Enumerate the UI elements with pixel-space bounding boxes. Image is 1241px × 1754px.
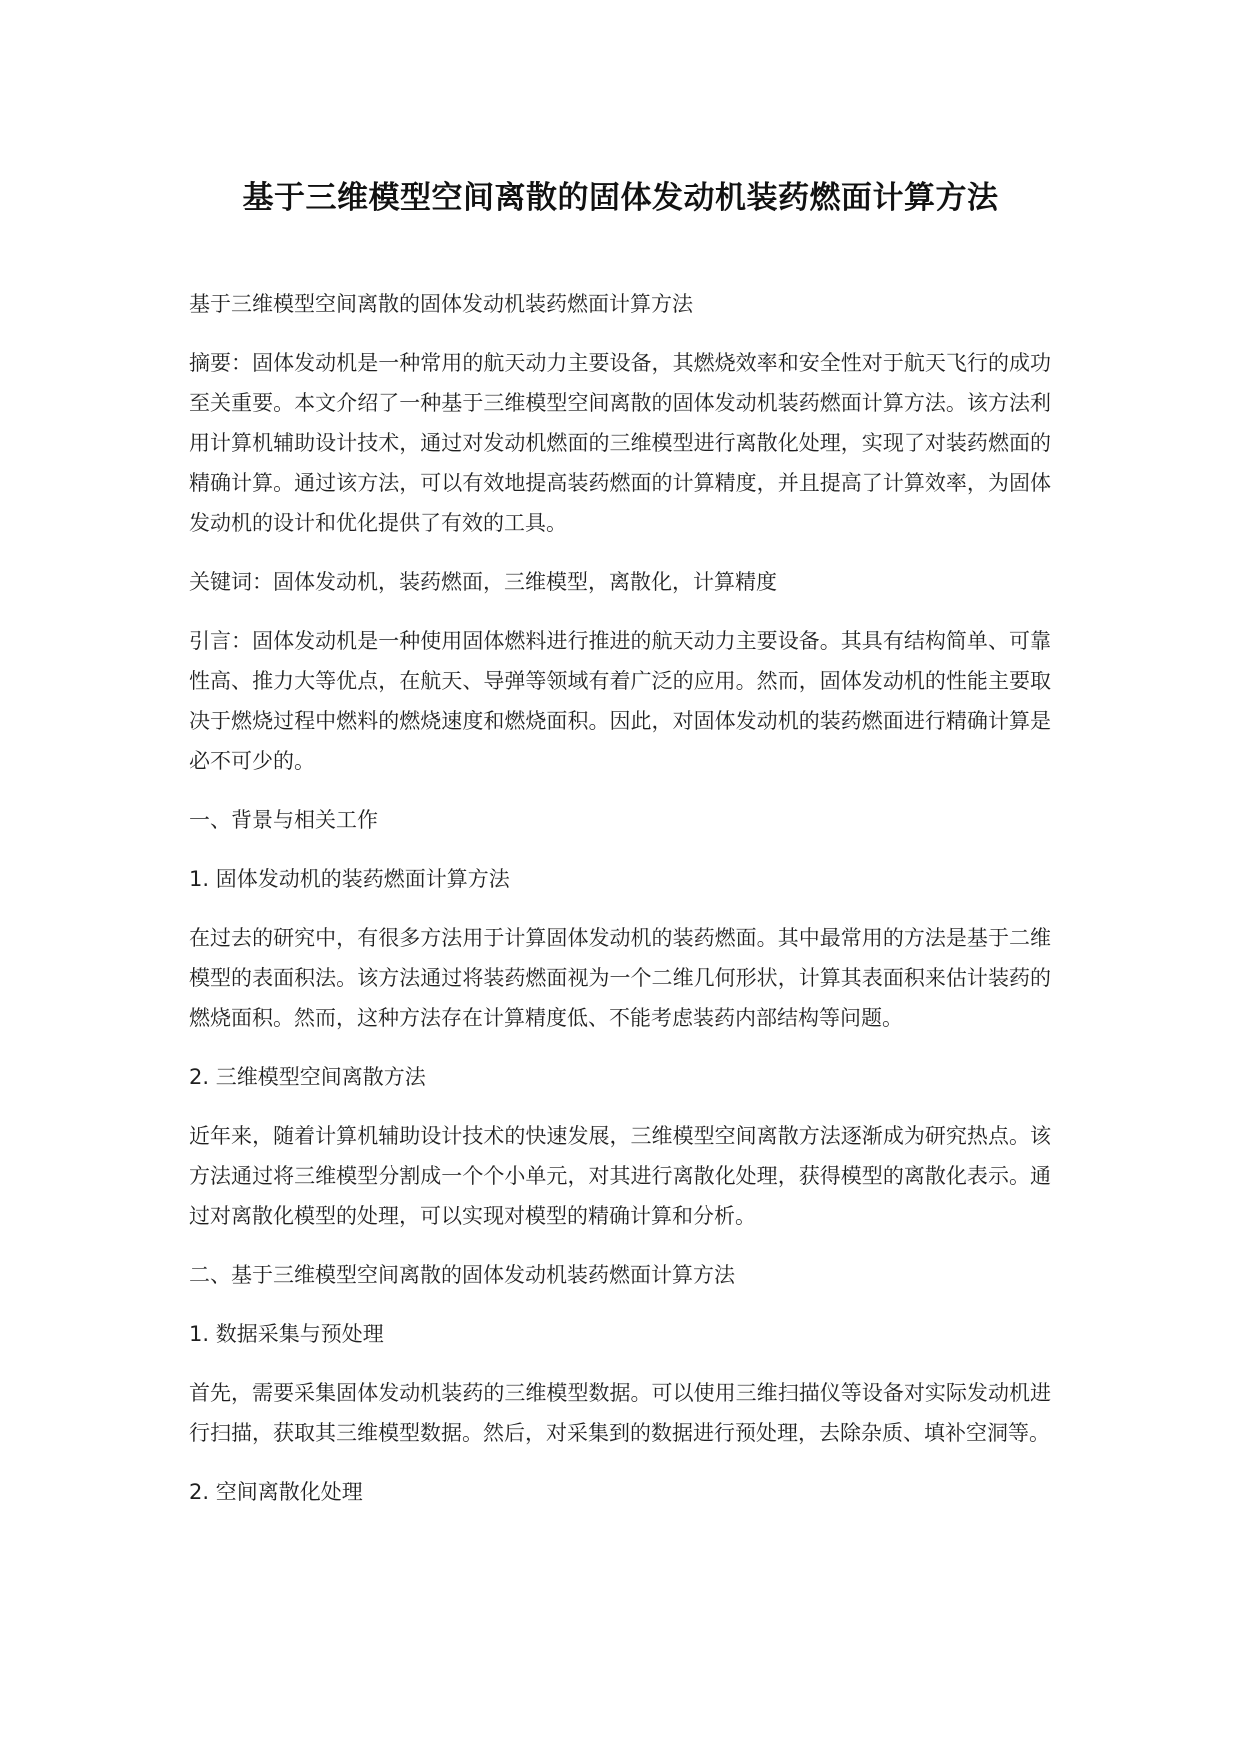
subtitle-paragraph: 基于三维模型空间离散的固体发动机装药燃面计算方法 — [189, 292, 693, 316]
section-heading-2: 二、基于三维模型空间离散的固体发动机装药燃面计算方法 — [189, 1263, 735, 1287]
abstract-paragraph: 摘要：固体发动机是一种常用的航天动力主要设备，其燃烧效率和安全性对于航天飞行的成功至关重要。本文介绍了一种基于三维模型空间离散的固体发动机装药燃面计算方法。该方法利用计算机辅助设计技术，通过对发动机燃面的三维模型进行离散化处理，实现了对装药燃面的精确计算。通过该方法，可以有效地提高装药燃面的计算精度，并且提高了计算效率，为固体发动机的设计和优化提供了有效的工具。 — [189, 351, 1051, 535]
keywords-paragraph: 关键词：固体发动机，装药燃面，三维模型，离散化，计算精度 — [189, 570, 777, 594]
subsection-heading-1-2: 2. 三维模型空间离散方法 — [189, 1065, 426, 1089]
section-heading-1: 一、背景与相关工作 — [189, 808, 378, 832]
introduction-paragraph: 引言：固体发动机是一种使用固体燃料进行推进的航天动力主要设备。其具有结构简单、可靠性高、推力大等优点，在航天、导弹等领域有着广泛的应用。然而，固体发动机的性能主要取决于燃烧过程中燃料的燃烧速度和燃烧面积。因此，对固体发动机的装药燃面进行精确计算是必不可少的。 — [189, 629, 1051, 773]
subsection-heading-2-1: 1. 数据采集与预处理 — [189, 1322, 384, 1346]
body-paragraph-1-2: 近年来，随着计算机辅助设计技术的快速发展，三维模型空间离散方法逐渐成为研究热点。该方法通过将三维模型分割成一个个小单元，对其进行离散化处理，获得模型的离散化表示。通过对离散化模型的处理，可以实现对模型的精确计算和分析。 — [189, 1124, 1051, 1228]
subsection-heading-2-2: 2. 空间离散化处理 — [189, 1480, 363, 1504]
body-paragraph-1-1: 在过去的研究中，有很多方法用于计算固体发动机的装药燃面。其中最常用的方法是基于二维模型的表面积法。该方法通过将装药燃面视为一个二维几何形状，计算其表面积来估计装药的燃烧面积。然而，这种方法存在计算精度低、不能考虑装药内部结构等问题。 — [189, 926, 1051, 1030]
document-body — [189, 284, 1051, 1531]
body-paragraph-2-1: 首先，需要采集固体发动机装药的三维模型数据。可以使用三维扫描仪等设备对实际发动机进行扫描，获取其三维模型数据。然后，对采集到的数据进行预处理，去除杂质、填补空洞等。 — [189, 1381, 1051, 1445]
document-title: 基于三维模型空间离散的固体发动机装药燃面计算方法 — [242, 180, 999, 216]
subsection-heading-1-1: 1. 固体发动机的装药燃面计算方法 — [189, 867, 510, 891]
